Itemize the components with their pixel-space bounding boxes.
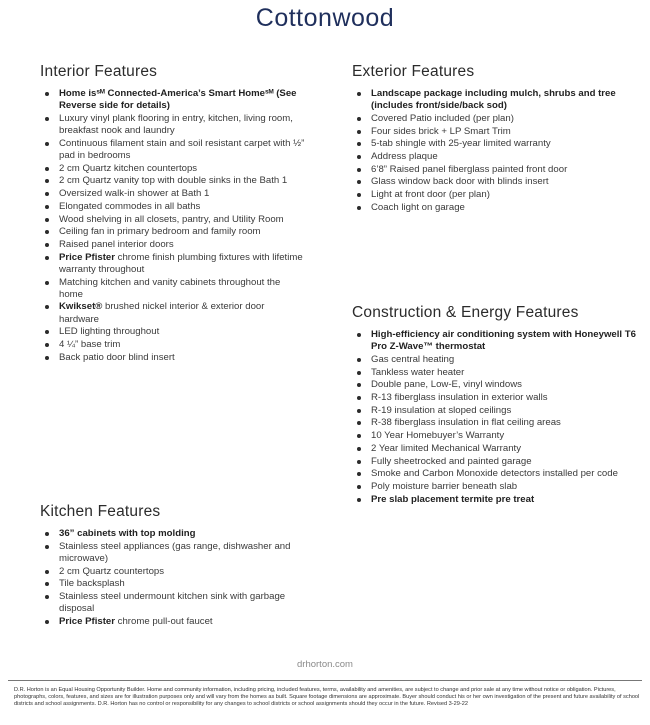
feature-list-item: Address plaque [352, 151, 622, 163]
exterior-features-section [352, 63, 622, 215]
feature-list-item: Kwikset® brushed nickel interior & exterior door hardware [40, 301, 305, 325]
brand-name: Kwikset® [59, 301, 103, 313]
feature-list-item: R-13 fiberglass insulation in exterior walls [352, 392, 637, 404]
feature-list-item: Poly moisture barrier beneath slab [352, 481, 637, 493]
feature-list-item: Oversized walk-in shower at Bath 1 [40, 188, 305, 200]
feature-list [352, 329, 637, 506]
section-heading: Construction & Energy Features [352, 304, 579, 321]
feature-list-item: Smoke and Carbon Monoxide detectors installed per code [352, 468, 637, 480]
feature-list-item: Raised panel interior doors [40, 239, 305, 251]
legal-disclaimer: D.R. Horton is an Equal Housing Opportunity Builder. Home and community information, including pricing, included features, terms, availability and amenities, are subject to change and prior sale at any time without notice or obligation. Pictures, photographs, colors, features, and sizes are for illustration purposes only and will vary from the homes as built. Square footage dimensions are approximate. Buyer should conduct his or her own investigation of the present and future availability of school districts and school assignments. D.R. Horton has no control or responsibility for any changes to school districts or school assignments should they occur in the future. Revised 3-29-22 [14, 687, 640, 708]
kitchen-features-section [40, 503, 305, 629]
section-heading: Interior Features [40, 63, 158, 80]
feature-list-item: Landscape package including mulch, shrubs and tree (includes front/side/back sod) [352, 88, 622, 112]
feature-list-item: LED lighting throughout [40, 326, 305, 338]
feature-list-item: Glass window back door with blinds insert [352, 176, 622, 188]
section-heading: Kitchen Features [40, 503, 161, 520]
feature-list-item: Stainless steel undermount kitchen sink with garbage disposal [40, 591, 305, 615]
feature-list-item: Wood shelving in all closets, pantry, and Utility Room [40, 214, 305, 226]
feature-list-item: Coach light on garage [352, 202, 622, 214]
feature-list-item: Price Pfister chrome pull-out faucet [40, 616, 305, 628]
page-title: Cottonwood [255, 4, 395, 32]
feature-list-item: High-efficiency air conditioning system with Honeywell T6 Pro Z-Wave™ thermostat [352, 329, 637, 353]
feature-list-item: Tile backsplash [40, 578, 305, 590]
construction-energy-features-section [352, 304, 637, 506]
feature-list-item: Back patio door blind insert [40, 352, 305, 364]
feature-list-item: Elongated commodes in all baths [40, 201, 305, 213]
feature-list-item: Home isˢᴹ Connected-America’s Smart Homeˢᴹ (See Reverse side for details) [40, 88, 305, 112]
interior-features-section [40, 63, 305, 364]
feature-list-item: 36” cabinets with top molding [40, 528, 305, 540]
feature-list-item: 4 ¼” base trim [40, 339, 305, 351]
feature-list-item: Stainless steel appliances (gas range, dishwasher and microwave) [40, 541, 305, 565]
feature-list-item: 6’8” Raised panel fiberglass painted front door [352, 164, 622, 176]
feature-list-item: R-19 insulation at sloped ceilings [352, 405, 637, 417]
feature-list-item: Price Pfister chrome finish plumbing fixtures with lifetime warranty throughout [40, 252, 305, 276]
feature-list-item: 2 cm Quartz vanity top with double sinks in the Bath 1 [40, 175, 305, 187]
website-url: drhorton.com [297, 659, 353, 670]
feature-list [352, 88, 622, 214]
feature-list-item: 2 cm Quartz kitchen countertops [40, 163, 305, 175]
feature-list-item: Gas central heating [352, 354, 637, 366]
brand-name: Price Pfister [59, 615, 115, 627]
feature-list-item: Ceiling fan in primary bedroom and family room [40, 226, 305, 238]
feature-list-item: Luxury vinyl plank flooring in entry, kitchen, living room, breakfast nook and laundry [40, 113, 305, 137]
feature-list-item: Tankless water heater [352, 367, 637, 379]
feature-list [40, 528, 305, 628]
feature-list-item: Covered Patio included (per plan) [352, 113, 622, 125]
feature-list-item: Four sides brick + LP Smart Trim [352, 126, 622, 138]
feature-list-item: 10 Year Homebuyer’s Warranty [352, 430, 637, 442]
feature-list-item: Matching kitchen and vanity cabinets throughout the home [40, 277, 305, 301]
feature-list [40, 88, 305, 364]
feature-list-item: Continuous filament stain and soil resistant carpet with ½” pad in bedrooms [40, 138, 305, 162]
feature-list-item: Double pane, Low-E, vinyl windows [352, 379, 637, 391]
feature-list-item: 2 cm Quartz countertops [40, 566, 305, 578]
feature-list-item: Pre slab placement termite pre treat [352, 494, 637, 506]
brand-name: Price Pfister [59, 251, 115, 263]
feature-list-item: 5-tab shingle with 25-year limited warranty [352, 138, 622, 150]
section-heading: Exterior Features [352, 63, 475, 80]
divider [8, 680, 642, 681]
feature-list-item: Fully sheetrocked and painted garage [352, 456, 637, 468]
feature-list-item: 2 Year limited Mechanical Warranty [352, 443, 637, 455]
feature-list-item: R-38 fiberglass insulation in flat ceiling areas [352, 417, 637, 429]
feature-list-item: Light at front door (per plan) [352, 189, 622, 201]
